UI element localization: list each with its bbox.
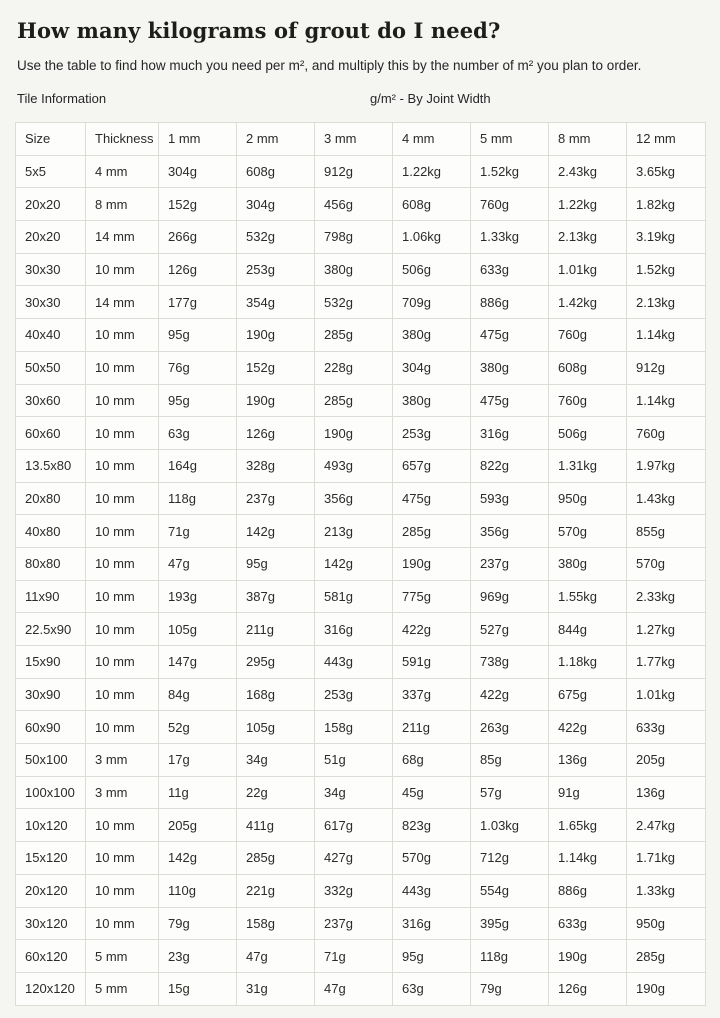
grout-amount-cell: 633g (471, 253, 549, 286)
grout-amount-cell: 506g (393, 253, 471, 286)
grout-amount-cell: 164g (159, 449, 237, 482)
thickness-cell: 14 mm (86, 221, 159, 254)
column-header: 4 mm (393, 123, 471, 156)
table-header-row (16, 123, 706, 156)
grout-amount-cell: 221g (237, 874, 315, 907)
grout-amount-cell: 47g (159, 547, 237, 580)
grout-amount-cell: 912g (627, 351, 706, 384)
grout-amount-cell: 190g (549, 940, 627, 973)
grout-amount-cell: 506g (549, 417, 627, 450)
grout-amount-cell: 332g (315, 874, 393, 907)
grout-amount-cell: 760g (627, 417, 706, 450)
size-cell: 20x20 (16, 188, 86, 221)
grout-amount-cell: 147g (159, 646, 237, 679)
size-cell: 30x60 (16, 384, 86, 417)
grout-amount-cell: 47g (237, 940, 315, 973)
size-cell: 20x20 (16, 221, 86, 254)
grout-amount-cell: 2.47kg (627, 809, 706, 842)
page-subtitle: Use the table to find how much you need per m², and multiply this by the number of m² you plan to order. (17, 58, 642, 73)
grout-amount-cell: 969g (471, 580, 549, 613)
grout-amount-cell: 263g (471, 711, 549, 744)
grout-amount-cell: 427g (315, 842, 393, 875)
grout-amount-cell: 387g (237, 580, 315, 613)
grout-amount-cell: 95g (237, 547, 315, 580)
grout-amount-cell: 380g (315, 253, 393, 286)
grout-amount-cell: 1.71kg (627, 842, 706, 875)
grout-amount-cell: 844g (549, 613, 627, 646)
size-cell: 100x100 (16, 776, 86, 809)
grout-amount-cell: 760g (471, 188, 549, 221)
grout-amount-cell: 11g (159, 776, 237, 809)
grout-amount-cell: 136g (549, 744, 627, 777)
grout-amount-cell: 15g (159, 972, 237, 1005)
grout-amount-cell: 237g (471, 547, 549, 580)
grout-amount-cell: 105g (237, 711, 315, 744)
grout-amount-cell: 51g (315, 744, 393, 777)
grout-amount-cell: 886g (549, 874, 627, 907)
table-row (16, 972, 706, 1005)
column-header: Thickness (86, 123, 159, 156)
column-header: 3 mm (315, 123, 393, 156)
thickness-cell: 10 mm (86, 253, 159, 286)
grout-amount-cell: 23g (159, 940, 237, 973)
grout-amount-cell: 142g (315, 547, 393, 580)
grout-amount-cell: 126g (237, 417, 315, 450)
tile-information-label: Tile Information (17, 91, 107, 106)
table-row (16, 646, 706, 679)
table-row (16, 711, 706, 744)
thickness-cell: 10 mm (86, 547, 159, 580)
grout-amount-cell: 475g (471, 319, 549, 352)
grout-amount-cell: 136g (627, 776, 706, 809)
grout-amount-cell: 31g (237, 972, 315, 1005)
grout-amount-cell: 190g (237, 384, 315, 417)
thickness-cell: 10 mm (86, 809, 159, 842)
grout-amount-cell: 570g (393, 842, 471, 875)
grout-quantity-table (15, 122, 706, 1006)
grout-amount-cell: 110g (159, 874, 237, 907)
grout-amount-cell: 190g (393, 547, 471, 580)
thickness-cell: 10 mm (86, 874, 159, 907)
table-row (16, 940, 706, 973)
grout-amount-cell: 1.97kg (627, 449, 706, 482)
column-header: 1 mm (159, 123, 237, 156)
thickness-cell: 10 mm (86, 907, 159, 940)
thickness-cell: 3 mm (86, 776, 159, 809)
grout-amount-cell: 855g (627, 515, 706, 548)
thickness-cell: 10 mm (86, 351, 159, 384)
grout-amount-cell: 76g (159, 351, 237, 384)
thickness-cell: 10 mm (86, 711, 159, 744)
grout-amount-cell: 285g (627, 940, 706, 973)
grout-amount-cell: 63g (393, 972, 471, 1005)
table-row (16, 907, 706, 940)
size-cell: 15x90 (16, 646, 86, 679)
grout-amount-cell: 657g (393, 449, 471, 482)
grout-amount-cell: 126g (159, 253, 237, 286)
table-row (16, 515, 706, 548)
table-row (16, 221, 706, 254)
grout-amount-cell: 316g (315, 613, 393, 646)
grout-amount-cell: 3.19kg (627, 221, 706, 254)
grout-amount-cell: 608g (393, 188, 471, 221)
grout-amount-cell: 1.82kg (627, 188, 706, 221)
grout-amount-cell: 316g (471, 417, 549, 450)
grout-amount-cell: 380g (393, 384, 471, 417)
grout-amount-cell: 253g (393, 417, 471, 450)
grout-amount-cell: 2.13kg (627, 286, 706, 319)
column-header: 2 mm (237, 123, 315, 156)
grout-amount-cell: 1.03kg (471, 809, 549, 842)
grout-amount-cell: 1.27kg (627, 613, 706, 646)
grout-amount-cell: 105g (159, 613, 237, 646)
table-row (16, 842, 706, 875)
grout-amount-cell: 356g (471, 515, 549, 548)
grout-amount-cell: 295g (237, 646, 315, 679)
grout-amount-cell: 422g (549, 711, 627, 744)
grout-amount-cell: 285g (315, 384, 393, 417)
table-row (16, 351, 706, 384)
grout-amount-cell: 68g (393, 744, 471, 777)
grout-amount-cell: 205g (159, 809, 237, 842)
table-row (16, 776, 706, 809)
size-cell: 13.5x80 (16, 449, 86, 482)
grout-amount-cell: 52g (159, 711, 237, 744)
page-title: How many kilograms of grout do I need? (17, 18, 501, 43)
table-row (16, 253, 706, 286)
grout-amount-cell: 593g (471, 482, 549, 515)
grout-amount-cell: 760g (549, 319, 627, 352)
grout-amount-cell: 950g (627, 907, 706, 940)
grout-amount-cell: 1.14kg (549, 842, 627, 875)
grout-amount-cell: 190g (627, 972, 706, 1005)
thickness-cell: 10 mm (86, 646, 159, 679)
grout-amount-cell: 456g (315, 188, 393, 221)
thickness-cell: 14 mm (86, 286, 159, 319)
grout-amount-cell: 142g (237, 515, 315, 548)
grout-amount-cell: 304g (159, 155, 237, 188)
grout-amount-cell: 822g (471, 449, 549, 482)
grout-amount-cell: 213g (315, 515, 393, 548)
size-cell: 20x80 (16, 482, 86, 515)
grout-amount-cell: 411g (237, 809, 315, 842)
table-row (16, 417, 706, 450)
grout-amount-cell: 95g (393, 940, 471, 973)
grout-amount-cell: 1.43kg (627, 482, 706, 515)
grout-amount-cell: 591g (393, 646, 471, 679)
grout-amount-cell: 47g (315, 972, 393, 1005)
grout-amount-cell: 285g (315, 319, 393, 352)
grout-amount-cell: 168g (237, 678, 315, 711)
grout-amount-cell: 118g (471, 940, 549, 973)
grout-amount-cell: 177g (159, 286, 237, 319)
grout-amount-cell: 675g (549, 678, 627, 711)
grout-amount-cell: 475g (471, 384, 549, 417)
grout-amount-cell: 95g (159, 384, 237, 417)
grout-amount-cell: 91g (549, 776, 627, 809)
grout-amount-cell: 1.01kg (627, 678, 706, 711)
thickness-cell: 10 mm (86, 678, 159, 711)
thickness-cell: 10 mm (86, 482, 159, 515)
grout-amount-cell: 709g (393, 286, 471, 319)
grout-amount-cell: 1.22kg (549, 188, 627, 221)
size-cell: 20x120 (16, 874, 86, 907)
grout-amount-cell: 712g (471, 842, 549, 875)
size-cell: 10x120 (16, 809, 86, 842)
grout-amount-cell: 228g (315, 351, 393, 384)
grout-amount-cell: 1.65kg (549, 809, 627, 842)
table-row (16, 874, 706, 907)
grout-amount-cell: 328g (237, 449, 315, 482)
grout-amount-cell: 354g (237, 286, 315, 319)
grout-amount-cell: 84g (159, 678, 237, 711)
grout-amount-cell: 158g (315, 711, 393, 744)
grout-amount-cell: 85g (471, 744, 549, 777)
thickness-cell: 8 mm (86, 188, 159, 221)
grout-amount-cell: 532g (237, 221, 315, 254)
grout-amount-cell: 142g (159, 842, 237, 875)
grout-amount-cell: 738g (471, 646, 549, 679)
grout-amount-cell: 316g (393, 907, 471, 940)
grout-amount-cell: 443g (393, 874, 471, 907)
size-cell: 80x80 (16, 547, 86, 580)
grout-amount-cell: 798g (315, 221, 393, 254)
grout-amount-cell: 1.14kg (627, 384, 706, 417)
thickness-cell: 10 mm (86, 613, 159, 646)
grout-amount-cell: 1.18kg (549, 646, 627, 679)
grout-amount-cell: 422g (471, 678, 549, 711)
grout-amount-cell: 285g (237, 842, 315, 875)
grout-amount-cell: 493g (315, 449, 393, 482)
size-cell: 60x120 (16, 940, 86, 973)
grout-amount-cell: 608g (549, 351, 627, 384)
thickness-cell: 10 mm (86, 449, 159, 482)
thickness-cell: 10 mm (86, 384, 159, 417)
grout-amount-cell: 22g (237, 776, 315, 809)
grout-amount-cell: 475g (393, 482, 471, 515)
thickness-cell: 5 mm (86, 972, 159, 1005)
size-cell: 60x90 (16, 711, 86, 744)
thickness-cell: 3 mm (86, 744, 159, 777)
thickness-cell: 10 mm (86, 417, 159, 450)
table-row (16, 613, 706, 646)
grout-amount-cell: 527g (471, 613, 549, 646)
size-cell: 120x120 (16, 972, 86, 1005)
grout-amount-cell: 1.42kg (549, 286, 627, 319)
grout-amount-cell: 304g (237, 188, 315, 221)
grout-amount-cell: 1.77kg (627, 646, 706, 679)
grout-amount-cell: 1.14kg (627, 319, 706, 352)
table-row (16, 547, 706, 580)
grout-amount-cell: 337g (393, 678, 471, 711)
grout-amount-cell: 1.52kg (471, 155, 549, 188)
grout-amount-cell: 1.06kg (393, 221, 471, 254)
table-row (16, 678, 706, 711)
size-cell: 50x50 (16, 351, 86, 384)
grout-amount-cell: 1.55kg (549, 580, 627, 613)
table-row (16, 286, 706, 319)
thickness-cell: 5 mm (86, 940, 159, 973)
grout-amount-cell: 237g (315, 907, 393, 940)
table-row (16, 809, 706, 842)
grout-amount-cell: 1.31kg (549, 449, 627, 482)
grout-amount-cell: 304g (393, 351, 471, 384)
size-cell: 5x5 (16, 155, 86, 188)
grout-amount-cell: 1.33kg (627, 874, 706, 907)
size-cell: 30x30 (16, 286, 86, 319)
grout-amount-cell: 395g (471, 907, 549, 940)
grout-amount-cell: 118g (159, 482, 237, 515)
grout-amount-cell: 285g (393, 515, 471, 548)
grout-amount-cell: 266g (159, 221, 237, 254)
grout-amount-cell: 158g (237, 907, 315, 940)
grout-amount-cell: 554g (471, 874, 549, 907)
thickness-cell: 10 mm (86, 842, 159, 875)
grout-amount-cell: 237g (237, 482, 315, 515)
grout-amount-cell: 79g (471, 972, 549, 1005)
table-section-labels (15, 91, 705, 107)
thickness-cell: 10 mm (86, 580, 159, 613)
grout-amount-cell: 356g (315, 482, 393, 515)
table-row (16, 155, 706, 188)
column-header: 12 mm (627, 123, 706, 156)
grout-amount-cell: 633g (627, 711, 706, 744)
grout-amount-cell: 152g (159, 188, 237, 221)
grout-amount-cell: 63g (159, 417, 237, 450)
column-header: 8 mm (549, 123, 627, 156)
grout-amount-cell: 1.33kg (471, 221, 549, 254)
grout-amount-cell: 1.22kg (393, 155, 471, 188)
grout-amount-cell: 1.01kg (549, 253, 627, 286)
grout-amount-cell: 1.52kg (627, 253, 706, 286)
grout-amount-cell: 775g (393, 580, 471, 613)
grout-amount-cell: 608g (237, 155, 315, 188)
grout-amount-cell: 253g (315, 678, 393, 711)
grout-amount-cell: 253g (237, 253, 315, 286)
size-cell: 30x120 (16, 907, 86, 940)
grout-amount-cell: 581g (315, 580, 393, 613)
joint-width-label: g/m² - By Joint Width (370, 91, 491, 106)
grout-amount-cell: 617g (315, 809, 393, 842)
grout-amount-cell: 205g (627, 744, 706, 777)
grout-amount-cell: 95g (159, 319, 237, 352)
grout-amount-cell: 422g (393, 613, 471, 646)
grout-amount-cell: 380g (549, 547, 627, 580)
table-row (16, 319, 706, 352)
size-cell: 11x90 (16, 580, 86, 613)
grout-amount-cell: 633g (549, 907, 627, 940)
grout-amount-cell: 193g (159, 580, 237, 613)
size-cell: 30x30 (16, 253, 86, 286)
grout-amount-cell: 912g (315, 155, 393, 188)
grout-amount-cell: 2.33kg (627, 580, 706, 613)
grout-amount-cell: 2.43kg (549, 155, 627, 188)
table-row (16, 449, 706, 482)
grout-amount-cell: 152g (237, 351, 315, 384)
grout-amount-cell: 190g (315, 417, 393, 450)
size-cell: 15x120 (16, 842, 86, 875)
grout-amount-cell: 34g (315, 776, 393, 809)
thickness-cell: 4 mm (86, 155, 159, 188)
grout-amount-cell: 211g (393, 711, 471, 744)
column-header: Size (16, 123, 86, 156)
size-cell: 30x90 (16, 678, 86, 711)
grout-amount-cell: 71g (159, 515, 237, 548)
size-cell: 40x80 (16, 515, 86, 548)
grout-amount-cell: 211g (237, 613, 315, 646)
grout-amount-cell: 34g (237, 744, 315, 777)
grout-amount-cell: 3.65kg (627, 155, 706, 188)
grout-amount-cell: 2.13kg (549, 221, 627, 254)
grout-amount-cell: 190g (237, 319, 315, 352)
grout-amount-cell: 570g (549, 515, 627, 548)
size-cell: 40x40 (16, 319, 86, 352)
grout-amount-cell: 532g (315, 286, 393, 319)
grout-amount-cell: 886g (471, 286, 549, 319)
grout-amount-cell: 126g (549, 972, 627, 1005)
thickness-cell: 10 mm (86, 515, 159, 548)
table-row (16, 744, 706, 777)
table-row (16, 384, 706, 417)
grout-amount-cell: 380g (471, 351, 549, 384)
size-cell: 22.5x90 (16, 613, 86, 646)
table-row (16, 188, 706, 221)
grout-amount-cell: 71g (315, 940, 393, 973)
grout-amount-cell: 570g (627, 547, 706, 580)
grout-amount-cell: 760g (549, 384, 627, 417)
column-header: 5 mm (471, 123, 549, 156)
grout-amount-cell: 45g (393, 776, 471, 809)
table-row (16, 580, 706, 613)
size-cell: 60x60 (16, 417, 86, 450)
grout-amount-cell: 57g (471, 776, 549, 809)
grout-amount-cell: 443g (315, 646, 393, 679)
grout-amount-cell: 823g (393, 809, 471, 842)
grout-amount-cell: 380g (393, 319, 471, 352)
grout-amount-cell: 79g (159, 907, 237, 940)
table-row (16, 482, 706, 515)
grout-amount-cell: 17g (159, 744, 237, 777)
size-cell: 50x100 (16, 744, 86, 777)
grout-amount-cell: 950g (549, 482, 627, 515)
thickness-cell: 10 mm (86, 319, 159, 352)
